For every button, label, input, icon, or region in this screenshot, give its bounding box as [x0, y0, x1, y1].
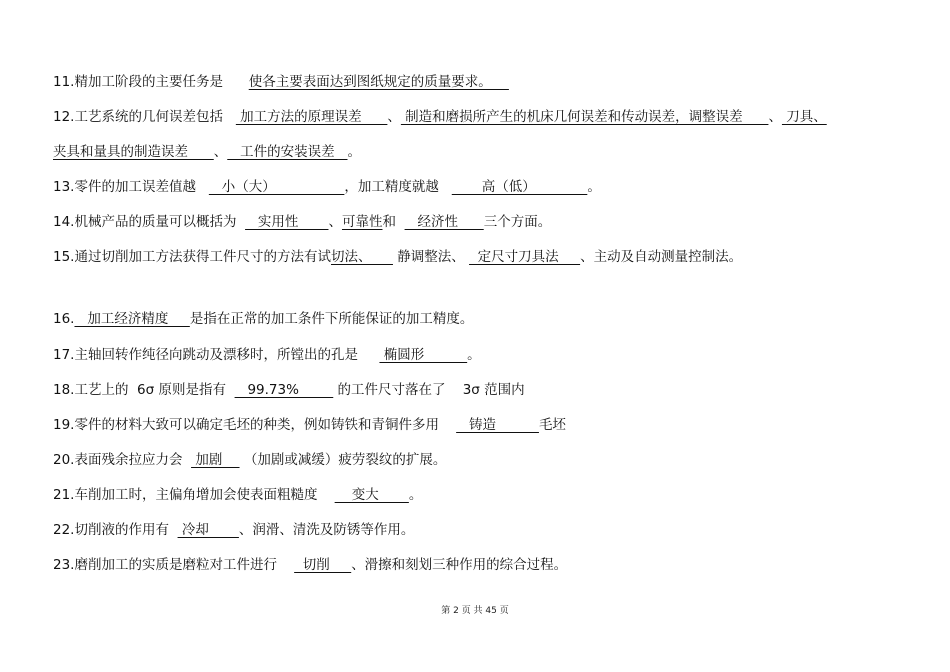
answer-text: 刀具、: [781, 109, 827, 125]
question-text: 22.切削液的作用有: [53, 522, 178, 538]
question-text: 15.通过切削加工方法获得工件尺寸的方法有试: [53, 249, 331, 265]
page-number: 第 2 页 共 45 页: [441, 606, 509, 616]
question-text: 毛坯: [538, 417, 566, 433]
question-text: 、滑擦和刻划三种作用的综合过程。: [351, 557, 568, 573]
answer-text: 实用性: [245, 214, 329, 230]
answer-text: 加工方法的原理误差: [235, 109, 388, 125]
question-line: [53, 178, 902, 196]
question-line: [53, 213, 902, 231]
question-text: 三个方面。: [483, 214, 552, 230]
answer-text: 椭圆形: [379, 347, 468, 363]
question-text: 11.精加工阶段的主要任务是: [53, 74, 249, 90]
question-text: 19.零件的材料大致可以确定毛坯的种类，例如铸铁和青铜件多用: [53, 417, 457, 433]
question-line: [53, 451, 902, 469]
question-text: ，加工精度就越: [344, 179, 452, 195]
question-line: [53, 416, 902, 434]
question-text: 13.零件的加工误差值越: [53, 179, 209, 195]
question-line: [53, 486, 902, 504]
answer-text: 切法、: [330, 249, 393, 265]
question-text: 、润滑、清洗及防锈等作用。: [238, 522, 415, 538]
question-text: 18.工艺上的 6σ 原则是指有: [53, 382, 235, 398]
question-text: 14.机械产品的质量可以概括为: [53, 214, 246, 230]
answer-text: 加剧: [191, 452, 240, 468]
question-text: 是指在正常的加工条件下所能保证的加工精度。: [189, 311, 474, 327]
answer-text: 铸造: [456, 417, 539, 433]
question-text: 静调整法、: [392, 249, 470, 265]
answer-text: 99.73%: [234, 382, 334, 398]
question-text: 。: [467, 347, 481, 363]
answer-text: 小（大）: [208, 179, 345, 195]
answer-text: 制造和磨损所产生的机床几何误差和传动误差，调整误差: [400, 109, 769, 125]
question-line: [53, 143, 902, 161]
question-text: 。: [587, 179, 601, 195]
question-text: 16.: [53, 311, 75, 327]
answer-text: 夹具和量具的制造误差: [53, 144, 214, 160]
answer-text: 加工经济精度: [74, 311, 190, 327]
question-line: [53, 381, 902, 399]
question-text: 21.车削加工时，主偏角增加会使表面粗糙度: [53, 487, 335, 503]
question-text: 、: [768, 109, 782, 125]
question-text: 12.工艺系统的几何误差包括: [53, 109, 236, 125]
question-text: 23.磨削加工的实质是磨粒对工件进行: [53, 557, 295, 573]
question-text: 、: [328, 214, 342, 230]
question-text: 的工件尺寸落在了 3σ 范围内: [333, 382, 525, 398]
question-text: 。: [408, 487, 423, 503]
question-text: 。: [347, 144, 361, 160]
question-text: （加剧或减缓）疲劳裂纹的扩展。: [239, 452, 447, 468]
question-line: [53, 556, 902, 574]
answer-text: 定尺寸刀具法: [469, 249, 581, 265]
question-line: [53, 248, 902, 266]
question-text: 17.主轴回转作纯径向跳动及漂移时，所镗出的孔是: [53, 347, 380, 363]
question-text: 和: [382, 214, 405, 230]
answer-text: 高（低）: [451, 179, 588, 195]
answer-text: 使各主要表面达到图纸规定的质量要求。: [248, 74, 509, 90]
answer-text: 切削: [294, 557, 352, 573]
question-text: 、: [387, 109, 401, 125]
answer-text: 可靠性: [341, 214, 383, 230]
question-line: [53, 346, 902, 364]
question-line: [53, 108, 902, 126]
question-text: 、: [213, 144, 228, 160]
question-line: [53, 73, 902, 91]
answer-text: 变大: [334, 487, 409, 503]
question-line: [53, 521, 902, 539]
answer-text: 工件的安装误差: [227, 144, 348, 160]
answer-text: 冷却: [177, 522, 239, 538]
question-text: 20.表面残余拉应力会: [53, 452, 192, 468]
answer-text: 经济性: [404, 214, 484, 230]
question-line: [53, 310, 902, 328]
question-text: 、主动及自动测量控制法。: [580, 249, 743, 265]
